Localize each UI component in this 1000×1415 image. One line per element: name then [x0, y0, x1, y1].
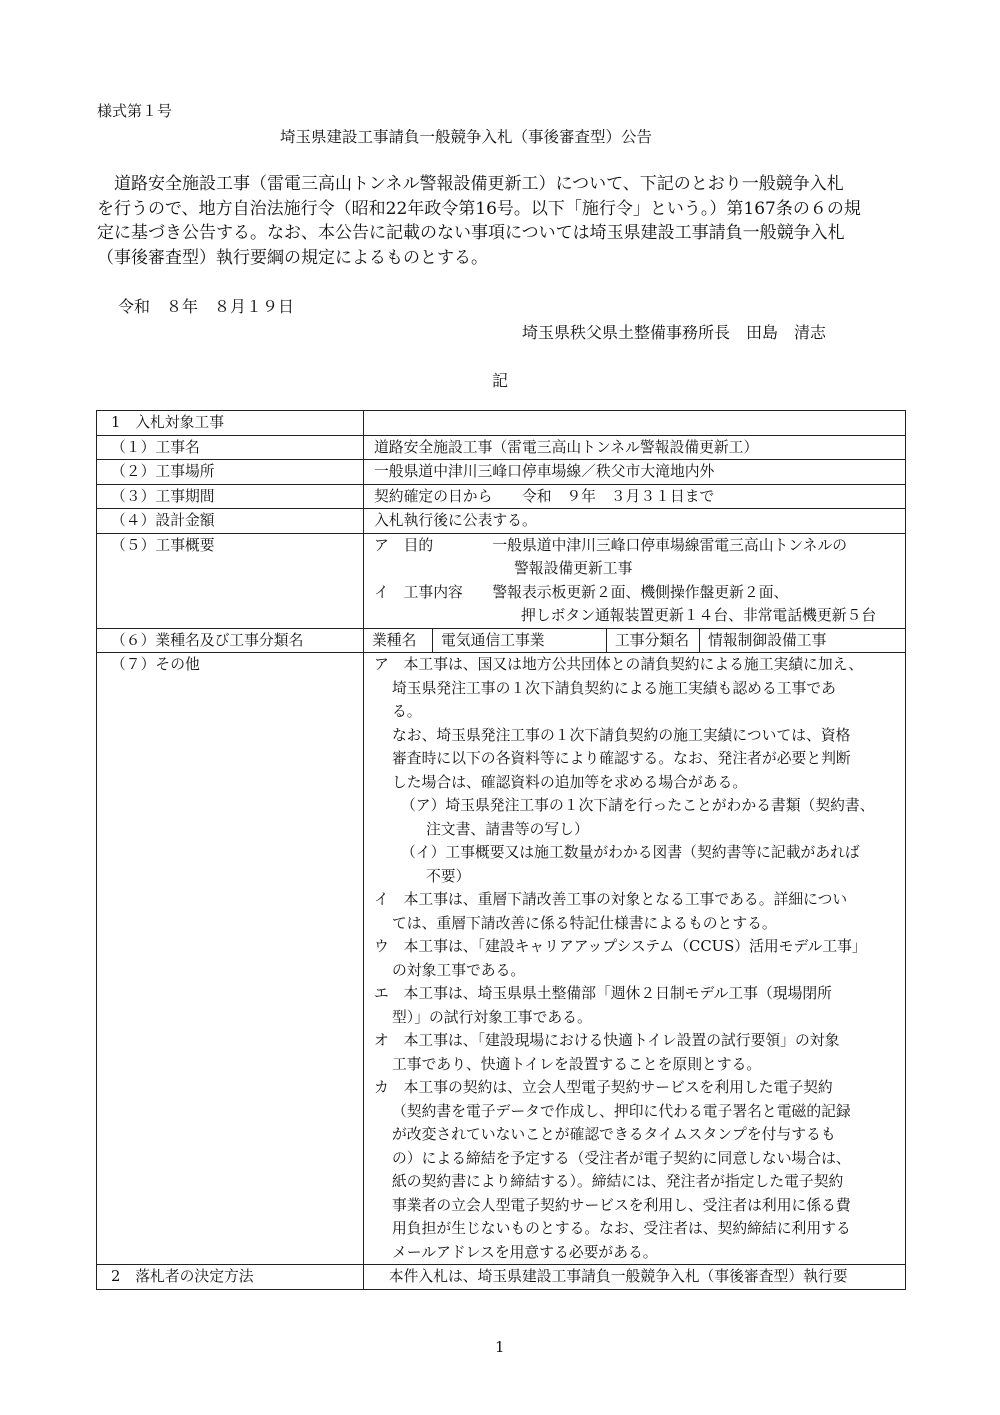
section-1-heading: 1 入札対象工事	[97, 411, 364, 436]
other-line: 事業者の立会人型電子契約サービスを利用し、受注者は利用に係る費	[392, 1196, 851, 1214]
page-number: 1	[495, 1338, 505, 1356]
row-value: 道路安全施設工事（雷電三高山トンネル警報設備更新工）	[364, 435, 906, 460]
category-value: 電気通信工事業	[433, 629, 607, 653]
row-label: （３）工事期間	[97, 484, 364, 509]
announcement-date: 令和 ８年 ８月１９日	[118, 297, 295, 316]
table-row	[97, 653, 906, 1265]
classification-label: 工事分類名	[607, 629, 700, 653]
row-label: （５）工事概要	[97, 533, 364, 628]
other-line: 不要）	[426, 867, 471, 885]
other-line: 工事であり、快適トイレを設置することを原則とする。	[392, 1055, 762, 1073]
table-row	[97, 628, 906, 653]
other-line: した場合は、確認資料の追加等を求める場合がある。	[392, 773, 748, 791]
other-line: が改変されていないことが確認できるタイムスタンプを付与するも	[392, 1126, 836, 1143]
table-row	[97, 1265, 906, 1290]
other-line: 審査時に以下の各資料等により確認する。なお、発注者が必要と判断	[392, 750, 851, 767]
row-value: 契約確定の日から 令和 ９年 ３月３１日まで	[364, 484, 906, 509]
row-label: （２）工事場所	[97, 460, 364, 485]
row-value: 入札執行後に公表する。	[364, 509, 906, 534]
other-line: （契約書を電子データで作成し、押印に代わる電子署名と電磁的記録	[392, 1102, 851, 1120]
other-line: 埼玉県発注工事の１次下請負契約による施工実績も認める工事であ	[392, 679, 836, 697]
table-row	[97, 435, 906, 460]
intro-paragraph	[97, 172, 909, 270]
category-label: 業種名	[364, 629, 433, 653]
table-row	[97, 484, 906, 509]
other-line: （ア）埼玉県発注工事の１次下請を行ったことがわかる書類（契約書、	[401, 797, 875, 814]
other-line: の対象工事である。	[392, 961, 526, 979]
intro-line: 定に基づき公告する。なお、本公告に記載のない事項については埼玉県建設工事請負一般競争入札	[97, 223, 845, 243]
overview-line: 押しボタン通報装置更新１４台、非常電話機更新５台	[521, 607, 877, 624]
other-line: なお、埼玉県発注工事の１次下請負契約の施工実績については、資格	[392, 726, 851, 744]
classification-value: 情報制御設備工事	[708, 631, 827, 649]
table-row	[97, 533, 906, 628]
table-row	[97, 411, 906, 436]
overview-line: ア 目的 一般県道中津川三峰口停車場線雷電三高山トンネルの	[374, 536, 848, 554]
table-row	[97, 509, 906, 534]
intro-line: を行うので、地方自治法施行令（昭和22年政令第16号。以下「施行令」という。）第167条の６の規	[97, 198, 861, 219]
other-line: ては、重層下請改善に係る特記仕様書によるものとする。	[392, 914, 777, 932]
overview-line: 警報設備更新工事	[514, 560, 633, 577]
other-line: （イ）工事概要又は施工数量がわかる図書（契約書等に記載があれば	[401, 844, 860, 861]
other-line: る。	[392, 703, 422, 720]
other-line: 注文書、請書等の写し）	[426, 820, 589, 838]
other-line: ア 本工事は、国又は地方公共団体との請負契約による施工実績に加え、	[374, 656, 864, 673]
ki-heading: 記	[492, 371, 509, 390]
row-label: （６）業種名及び工事分類名	[97, 628, 364, 653]
other-line: メールアドレスを用意する必要がある。	[392, 1243, 658, 1261]
other-line: カ 本工事の契約は、立会人型電子契約サービスを利用した電子契約	[374, 1079, 833, 1096]
specification-table	[96, 410, 906, 1290]
document-title: 埼玉県建設工事請負一般競争入札（事後審査型）公告	[280, 128, 653, 146]
other-line: オ 本工事は、「建設現場における快適トイレ設置の試行要領」の対象	[374, 1032, 840, 1049]
form-number: 様式第１号	[97, 102, 173, 120]
other-line: 型）」の試行対象工事である。	[392, 1008, 592, 1026]
row-value	[364, 653, 906, 1265]
other-line: の）による締結を予定する（受注者が電子契約に同意しない場合は、	[392, 1149, 851, 1167]
row-value: 一般県道中津川三峰口停車場線／秩父市大滝地内外	[364, 460, 906, 485]
issuer-name: 埼玉県秩父県土整備事務所長 田島 清志	[522, 323, 827, 342]
row-value	[364, 533, 906, 628]
row-label: （１）工事名	[97, 435, 364, 460]
category-subtable	[364, 629, 905, 653]
section-1-value	[364, 411, 906, 436]
row-label: （４）設計金額	[97, 509, 364, 534]
other-line: エ 本工事は、埼玉県県土整備部「週休２日制モデル工事（現場閉所	[374, 985, 832, 1002]
other-line: イ 本工事は、重層下請改善工事の対象となる工事である。詳細につい	[374, 891, 848, 908]
overview-line: イ 工事内容 警報表示板更新２面、機側操作盤更新２面、	[374, 583, 789, 601]
row-value	[364, 628, 906, 653]
table-row	[97, 460, 906, 485]
other-line: 紙の契約書により締結する）。締結には、発注者が指定した電子契約	[392, 1173, 844, 1190]
other-line: 用負担が生じないものとする。なお、受注者は、契約締結に利用する	[392, 1220, 851, 1237]
intro-line: 道路安全施設工事（雷電三高山トンネル警報設備更新工）について、下記のとおり一般競争入札	[97, 174, 844, 194]
section-2-value: 本件入札は、埼玉県建設工事請負一般競争入札（事後審査型）執行要	[364, 1265, 906, 1290]
intro-line: （事後審査型）執行要綱の規定によるものとする。	[97, 247, 488, 268]
row-label: （７）その他	[97, 653, 364, 1265]
other-line: ウ 本工事は、「建設キャリアアップシステム（CCUS）活用モデル工事」	[374, 938, 867, 955]
section-2-heading: 2 落札者の決定方法	[97, 1265, 364, 1290]
